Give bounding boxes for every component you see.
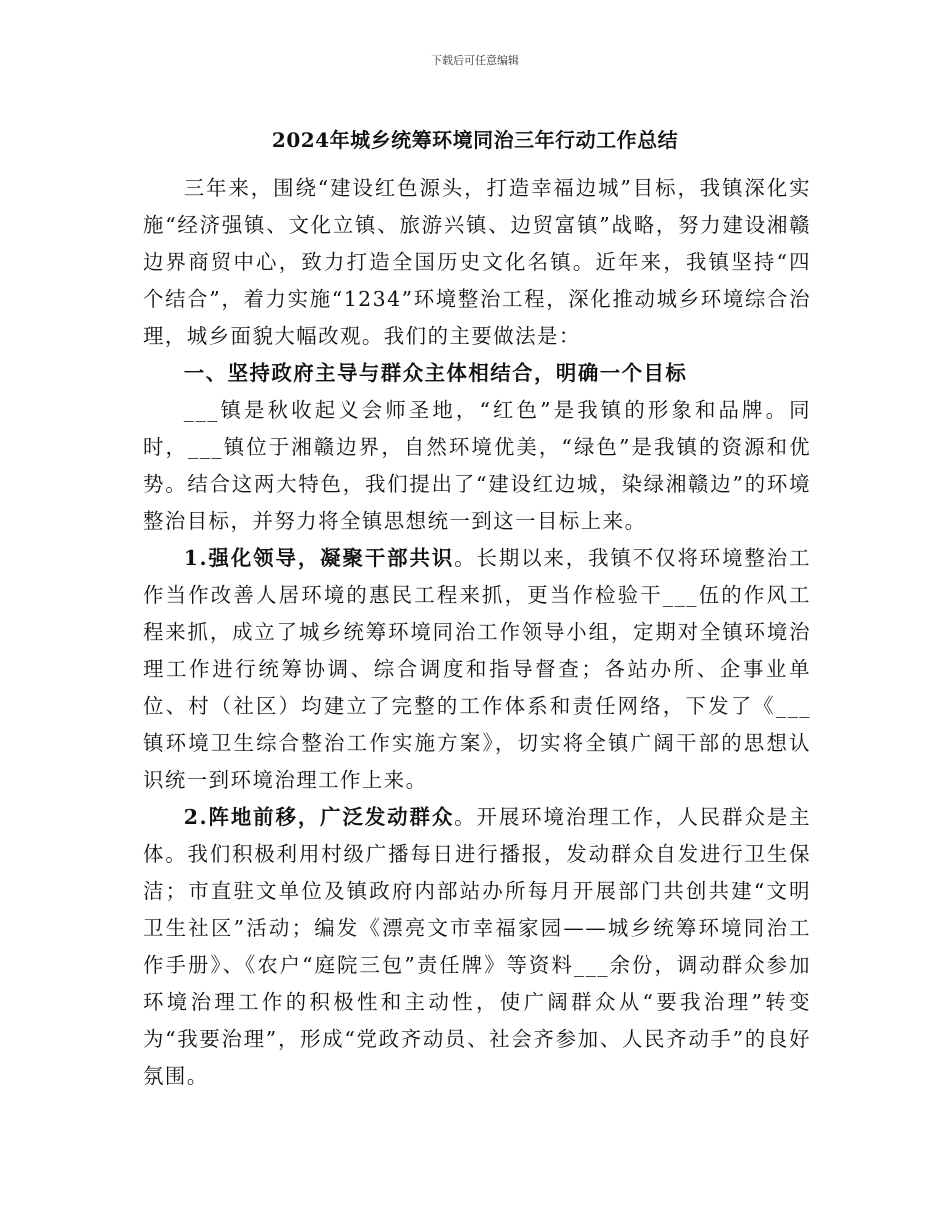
paragraph-leadership-text: 。长期以来，我镇不仅将环境整治工作当作改善人居环境的惠民工程来抓，更当作检验干___伍的作风工程来抓，成立了城乡统筹环境同治工作领导小组，定期对全镇环境治理工作进行统筹协调、综合调度和指导督查；各站办所、企事业单位、村（社区）均建立了完整的工作体系和责任网络，下发了《___镇环境卫生综合整治工作实施方案》，切实将全镇广阔干部的思想认识统一到环境治理工作上来。 [143,546,811,792]
document-body [143,170,811,1095]
section-heading-1-text: 一、坚持政府主导与群众主体相结合，明确一个目标 [183,361,688,385]
paragraph-mobilize-text: 。开展环境治理工作，人民群众是主体。我们积极利用村级广播每日进行播报，发动群众自发进行卫生保洁；市直驻文单位及镇政府内部站办所每月开展部门共创共建“文明卫生社区”活动；编发《漂亮文市幸福家园——城乡统筹环境同治工作手册》、《农户“庭院三包”责任牌》等资料___余份，调动群众参加环境治理工作的积极性和主动性，使广阔群众从“要我治理”转变为“我要治理”，形成“党政齐动员、社会齐参加、人民齐动手”的良好氛围。 [143,805,811,1088]
paragraph-mobilize-lead: 2.阵地前移，广泛发动群众 [183,805,455,829]
paragraph-intro [143,170,811,355]
paragraph-goal [143,392,811,540]
paragraph-leadership [143,540,811,799]
section-heading-1 [143,355,811,392]
document-title: 2024年城乡统筹环境同治三年行动工作总结 [271,128,679,152]
paragraph-leadership-lead: 1.强化领导，凝聚干部共识 [183,546,455,570]
paragraph-intro-text: 三年来，围绕“建设红色源头，打造幸福边城”目标，我镇深化实施“经济强镇、文化立镇、旅游兴镇、边贸富镇”战略，努力建设湘赣边界商贸中心，致力打造全国历史文化名镇。近年来，我镇坚持“四个结合”，着力实施“1234”环境整治工程，深化推动城乡环境综合治理，城乡面貌大幅改观。我们的主要做法是： [143,176,811,348]
paragraph-goal-text: ___镇是秋收起义会师圣地，“红色”是我镇的形象和品牌。同时，___镇位于湘赣边界，自然环境优美，“绿色”是我镇的资源和优势。结合这两大特色，我们提出了“建设红边城，染绿湘赣边”的环境整治目标，并努力将全镇思想统一到这一目标上来。 [143,398,811,533]
page-header-note: 下载后可任意编辑 [431,54,519,67]
paragraph-mobilize [143,799,811,1095]
